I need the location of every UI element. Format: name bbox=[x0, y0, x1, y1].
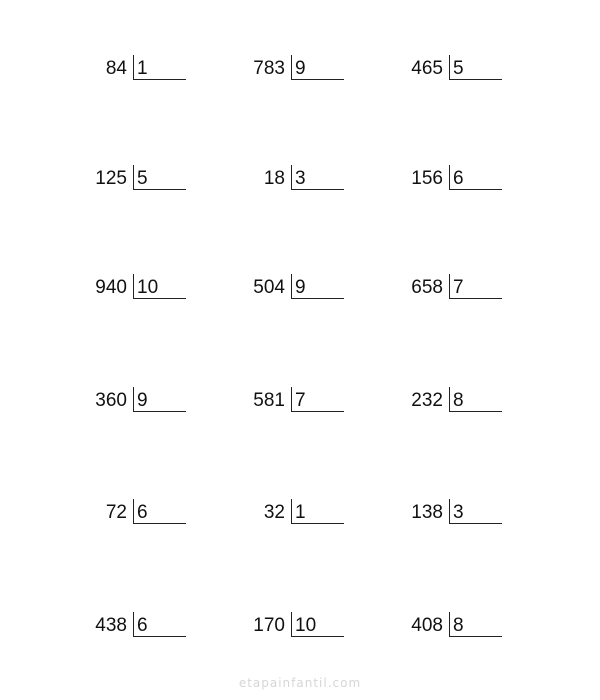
divisor: 10 bbox=[295, 615, 317, 636]
dividend: 18 bbox=[263, 168, 285, 189]
division-problem bbox=[376, 50, 526, 90]
divisor: 6 bbox=[137, 502, 148, 523]
dividend: 32 bbox=[263, 502, 285, 523]
divisor: 6 bbox=[453, 168, 464, 189]
division-problem bbox=[60, 269, 210, 309]
dividend: 125 bbox=[95, 168, 127, 189]
division-problem bbox=[60, 607, 210, 647]
divisor: 8 bbox=[453, 390, 464, 411]
division-problem bbox=[376, 382, 526, 422]
division-problem bbox=[60, 160, 210, 200]
dividend: 581 bbox=[253, 390, 285, 411]
division-problem bbox=[376, 269, 526, 309]
dividend: 138 bbox=[411, 502, 443, 523]
division-problem bbox=[60, 382, 210, 422]
divisor: 7 bbox=[295, 390, 306, 411]
divisor: 5 bbox=[453, 58, 464, 79]
dividend: 156 bbox=[411, 168, 443, 189]
dividend: 783 bbox=[253, 58, 285, 79]
divisor: 3 bbox=[295, 168, 306, 189]
division-problem bbox=[218, 50, 368, 90]
division-problem bbox=[218, 494, 368, 534]
division-problem bbox=[376, 160, 526, 200]
divisor: 5 bbox=[137, 168, 148, 189]
divisor: 9 bbox=[295, 277, 306, 298]
dividend: 72 bbox=[105, 502, 127, 523]
dividend: 232 bbox=[411, 390, 443, 411]
dividend: 465 bbox=[411, 58, 443, 79]
division-problem bbox=[376, 494, 526, 534]
dividend: 408 bbox=[411, 615, 443, 636]
dividend: 438 bbox=[95, 615, 127, 636]
divisor: 6 bbox=[137, 615, 148, 636]
dividend: 84 bbox=[105, 58, 127, 79]
divisor: 1 bbox=[137, 58, 148, 79]
dividend: 940 bbox=[95, 277, 127, 298]
divisor: 9 bbox=[295, 58, 306, 79]
division-problem bbox=[218, 160, 368, 200]
division-problem bbox=[376, 607, 526, 647]
division-problem bbox=[60, 494, 210, 534]
divisor: 3 bbox=[453, 502, 464, 523]
watermark: etapainfantil.com bbox=[238, 676, 362, 690]
division-problem bbox=[218, 269, 368, 309]
divisor: 10 bbox=[137, 277, 159, 298]
divisor: 8 bbox=[453, 615, 464, 636]
dividend: 170 bbox=[253, 615, 285, 636]
divisor: 7 bbox=[453, 277, 464, 298]
divisor: 1 bbox=[295, 502, 306, 523]
dividend: 504 bbox=[253, 277, 285, 298]
division-problem bbox=[218, 382, 368, 422]
divisor: 9 bbox=[137, 390, 148, 411]
division-problem bbox=[218, 607, 368, 647]
dividend: 658 bbox=[411, 277, 443, 298]
division-problem bbox=[60, 50, 210, 90]
dividend: 360 bbox=[95, 390, 127, 411]
